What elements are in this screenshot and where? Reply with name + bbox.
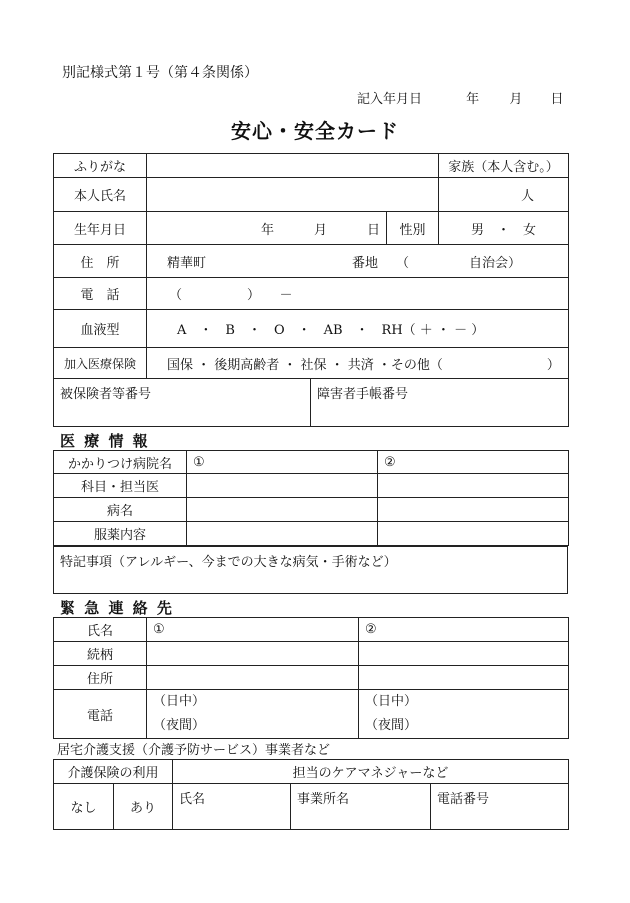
medical-notes-label: 特記事項（アレルギー、今までの大きな病気・手術など） bbox=[60, 555, 397, 570]
family-count-field[interactable] bbox=[439, 178, 569, 212]
sex-separator: ・ bbox=[496, 222, 510, 238]
disability-number-label: 障害者手帳番号 bbox=[317, 387, 409, 402]
care-usage-yes[interactable]: あり bbox=[114, 784, 173, 830]
disability-number-field[interactable] bbox=[311, 379, 569, 427]
address-paren: （ bbox=[396, 255, 410, 271]
sex-male[interactable]: 男 bbox=[470, 222, 484, 238]
care-office-field[interactable] bbox=[291, 784, 431, 830]
entry-date-label: 記入年月日 bbox=[357, 92, 423, 107]
contact-relation-field-1[interactable] bbox=[147, 642, 359, 666]
contact-name-field-2[interactable] bbox=[359, 618, 569, 642]
contact-name-label: 氏名 bbox=[54, 618, 147, 642]
doctor-field-1[interactable] bbox=[187, 474, 378, 498]
birth-month-label: 月 bbox=[313, 222, 327, 238]
furigana-field[interactable] bbox=[147, 154, 439, 178]
address-town: 精華町 bbox=[167, 255, 207, 271]
contact-1-night: （夜間） bbox=[153, 718, 206, 733]
medicine-label: 服薬内容 bbox=[54, 522, 187, 546]
blood-type-label: 血液型 bbox=[54, 310, 147, 348]
name-field[interactable] bbox=[147, 178, 439, 212]
care-support-table bbox=[53, 759, 569, 830]
care-usage-label: 介護保険の利用 bbox=[54, 760, 173, 784]
birth-date-field[interactable] bbox=[147, 212, 387, 245]
care-phone-field[interactable] bbox=[431, 784, 569, 830]
entry-month-label: 月 bbox=[509, 92, 523, 107]
insurance-numbers-table bbox=[53, 378, 569, 427]
hospital-field-2[interactable] bbox=[378, 451, 569, 474]
care-manager-label: 担当のケアマネジャーなど bbox=[173, 760, 569, 784]
hospital-col2-marker: ② bbox=[384, 454, 396, 470]
contact-relation-field-2[interactable] bbox=[359, 642, 569, 666]
sex-field[interactable] bbox=[439, 212, 569, 245]
page-title: 安心・安全カード bbox=[231, 119, 399, 143]
form-number: 別記様式第１号（第４条関係） bbox=[62, 65, 258, 81]
birth-day-label: 日 bbox=[366, 222, 380, 238]
contact-2-night: （夜間） bbox=[365, 718, 418, 733]
persons-unit: 人 bbox=[520, 189, 534, 204]
emergency-contact-table bbox=[53, 617, 569, 739]
phone-label: 電 話 bbox=[54, 278, 147, 310]
contact-1-day: （日中） bbox=[153, 694, 206, 709]
contact-address-field-2[interactable] bbox=[359, 666, 569, 690]
birth-date-label: 生年月日 bbox=[54, 212, 147, 245]
medical-section-title: 医 療 情 報 bbox=[60, 432, 150, 450]
medical-info-table bbox=[53, 450, 569, 546]
entry-day-label: 日 bbox=[550, 92, 564, 107]
contact-address-label: 住所 bbox=[54, 666, 147, 690]
blood-type-options[interactable]: A ・ B ・ O ・ AB ・ RH（ ＋ ・ － ） bbox=[147, 310, 569, 348]
entry-date bbox=[357, 88, 572, 107]
insured-number-label: 被保険者等番号 bbox=[60, 387, 152, 402]
care-usage-none[interactable]: なし bbox=[54, 784, 114, 830]
hospital-field-1[interactable] bbox=[187, 451, 378, 474]
address-jichikai: 自治会） bbox=[469, 255, 522, 271]
disease-label: 病名 bbox=[54, 498, 187, 522]
disease-field-2[interactable] bbox=[378, 498, 569, 522]
hospital-label: かかりつけ病院名 bbox=[54, 451, 187, 474]
contact-phone-field-2[interactable] bbox=[359, 690, 569, 739]
contact-name-field-1[interactable] bbox=[147, 618, 359, 642]
contact-relation-label: 続柄 bbox=[54, 642, 147, 666]
phone-field[interactable]: （ ） － bbox=[147, 278, 569, 310]
insurance-label: 加入医療保険 bbox=[54, 348, 147, 379]
medical-notes-field[interactable] bbox=[54, 547, 568, 594]
contact-col2-marker: ② bbox=[365, 622, 377, 637]
emergency-section-title: 緊 急 連 絡 先 bbox=[60, 599, 174, 617]
sex-label: 性別 bbox=[387, 212, 439, 245]
entry-year-label: 年 bbox=[466, 92, 480, 107]
family-count-label: 家族（本人含む。） bbox=[439, 154, 569, 178]
address-banchi: 番地 bbox=[352, 255, 379, 271]
doctor-label: 科目・担当医 bbox=[54, 474, 187, 498]
hospital-col1-marker: ① bbox=[193, 454, 205, 470]
care-name-label: 氏名 bbox=[179, 792, 206, 807]
care-office-label: 事業所名 bbox=[297, 792, 350, 807]
birth-year-label: 年 bbox=[260, 222, 274, 238]
care-section-title: 居宅介護支援（介護予防サービス）事業者など bbox=[57, 743, 331, 758]
medicine-field-2[interactable] bbox=[378, 522, 569, 546]
care-name-field[interactable] bbox=[173, 784, 291, 830]
contact-phone-label: 電話 bbox=[54, 690, 147, 739]
address-label: 住 所 bbox=[54, 245, 147, 278]
care-phone-label: 電話番号 bbox=[437, 792, 490, 807]
doctor-field-2[interactable] bbox=[378, 474, 569, 498]
disease-field-1[interactable] bbox=[187, 498, 378, 522]
contact-phone-field-1[interactable] bbox=[147, 690, 359, 739]
name-label: 本人氏名 bbox=[54, 178, 147, 212]
contact-col1-marker: ① bbox=[153, 622, 165, 637]
contact-2-day: （日中） bbox=[365, 694, 418, 709]
sex-female[interactable]: 女 bbox=[523, 222, 537, 238]
medicine-field-1[interactable] bbox=[187, 522, 378, 546]
contact-address-field-1[interactable] bbox=[147, 666, 359, 690]
furigana-label: ふりがな bbox=[54, 154, 147, 178]
insurance-options[interactable]: 国保 ・ 後期高齢者 ・ 社保 ・ 共済 ・その他（ ） bbox=[147, 348, 569, 379]
address-field[interactable] bbox=[147, 245, 569, 278]
insured-number-field[interactable] bbox=[54, 379, 311, 427]
medical-notes-table bbox=[53, 546, 568, 594]
personal-info-table bbox=[53, 153, 569, 379]
